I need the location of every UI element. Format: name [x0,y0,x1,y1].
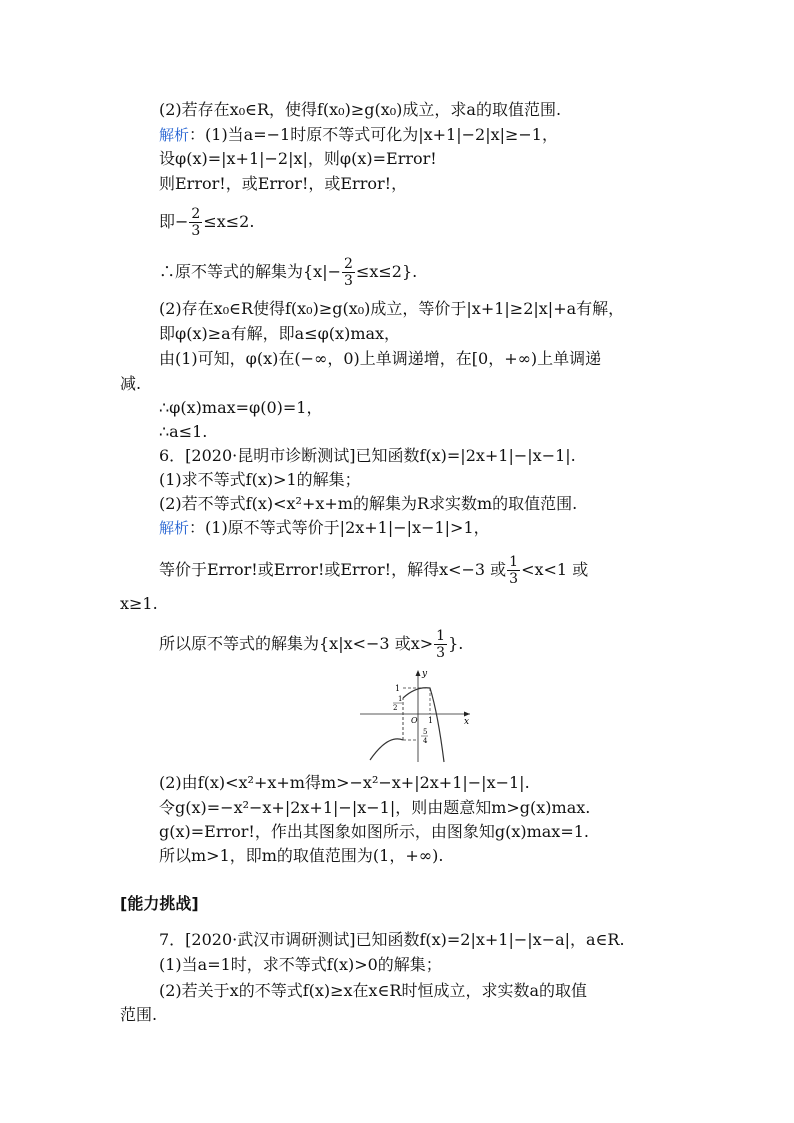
question-6-part2: (2)若不等式f(x)<x²+x+m的解集为R求实数m的取值范围. [159,494,578,513]
question-6-part1: (1)求不等式f(x)>1的解集； [159,470,361,489]
text-prefix: 所以原不等式的解集为{x|x<−3 或x> [159,634,434,653]
q6-part2-a: (2)由f(x)<x²+x+m得m>−x²−x+|2x+1|−|x−1|. [159,773,530,792]
curve-right [403,688,444,762]
label-1: 1 [395,684,401,693]
solution-text: ：(1)原不等式等价于|2x+1|−|x−1|>1， [189,518,490,537]
text-prefix: 等价于Error!或Error!或Error!，解得x<−3 或 [159,560,507,579]
origin-label: O [411,716,418,725]
part2-line-e: ∴φ(x)max=φ(0)=1， [159,398,323,417]
frac-den: 3 [509,571,519,587]
question-2-text: (2)若存在x₀∈R，使得f(x₀)≥g(x₀)成立，求a的取值范围. [159,100,562,119]
label-half-den: 2 [393,704,398,712]
label-54-den: 4 [423,737,428,745]
question-7-title: 7．[2020·武汉市调研测试]已知函数f(x)=2|x+1|−|x−a|，a∈R. [159,930,625,949]
solution-text: ：(1)当a=−1时原不等式可化为|x+1|−2|x|≥−1， [189,125,558,144]
question-6-title: 6．[2020·昆明市诊断测试]已知函数f(x)=|2x+1|−|x−1|. [159,446,576,465]
text-suffix: }. [448,634,464,653]
q6-solution-set [159,620,463,668]
fraction-two-thirds [189,206,202,239]
question-7-part2b: 范围. [120,1005,158,1024]
function-graph [358,666,476,766]
frac-num: 2 [191,206,201,222]
frac-den: 3 [344,273,353,289]
question-7-part2a: (2)若关于x的不等式f(x)≥x在x∈R时恒成立，求实数a的取值 [159,981,588,1000]
y-label: y [422,669,428,679]
curve-left [370,739,403,760]
fraction-one-third [434,628,447,661]
label-x1: 1 [428,716,434,725]
part2-line-c: 由(1)可知，φ(x)在(−∞，0)上单调递增，在[0，+∞)上单调递 [159,349,602,368]
text-suffix: <x<1 或 [521,560,589,579]
phi-definition: 设φ(x)=|x+1|−2|x|，则φ(x)=Error! [159,149,437,168]
y-axis-arrow [416,670,421,676]
solution-line-1 [159,124,558,146]
label-54-num: 5 [423,728,428,736]
q6-part2-b: 令g(x)=−x²−x+|2x+1|−|x−1|，则由题意知m>g(x)max. [159,798,591,817]
fraction-two-thirds [342,256,355,289]
part2-line-d: 减. [120,374,142,393]
q6-part2-c: g(x)=Error!，作出其图象如图所示，由图象知g(x)max=1. [159,822,590,841]
cases-line: 则Error!，或Error!，或Error!， [159,174,408,193]
jiexi-label: 解析 [159,519,190,537]
solution-set-line [159,248,417,296]
frac-den: 3 [436,645,446,661]
part2-line-b: 即φ(x)≥a有解，即a≤φ(x)max， [159,324,401,343]
section-title: [能力挑战] [120,894,199,913]
text-prefix: ∴原不等式的解集为{x|− [159,262,342,281]
x-ge-1-line: x≥1. [120,594,158,613]
x-axis-arrow [464,712,470,717]
x-label: x [464,717,470,727]
part2-line-f: ∴a≤1. [159,422,208,441]
fraction-one-third [507,554,520,587]
inequality-line [159,198,254,246]
solution-line-2 [159,517,490,539]
text-prefix: 即− [159,212,189,231]
question-7-part1: (1)当a=1时，求不等式f(x)>0的解集； [159,955,442,974]
frac-num: 1 [436,628,446,644]
equivalence-line [159,546,588,594]
part2-line-a: (2)存在x₀∈R使得f(x₀)≥g(x₀)成立，等价于|x+1|≥2|x|+a有解， [159,299,625,318]
q6-part2-d: 所以m>1，即m的取值范围为(1，+∞). [159,846,444,865]
text-suffix: ≤x≤2. [203,212,255,231]
jiexi-label: 解析 [159,126,190,144]
frac-den: 3 [191,223,201,239]
frac-num: 1 [509,554,519,570]
label-half-num: 1 [398,695,403,703]
text-suffix: ≤x≤2}. [355,262,418,281]
frac-num: 2 [344,256,353,272]
